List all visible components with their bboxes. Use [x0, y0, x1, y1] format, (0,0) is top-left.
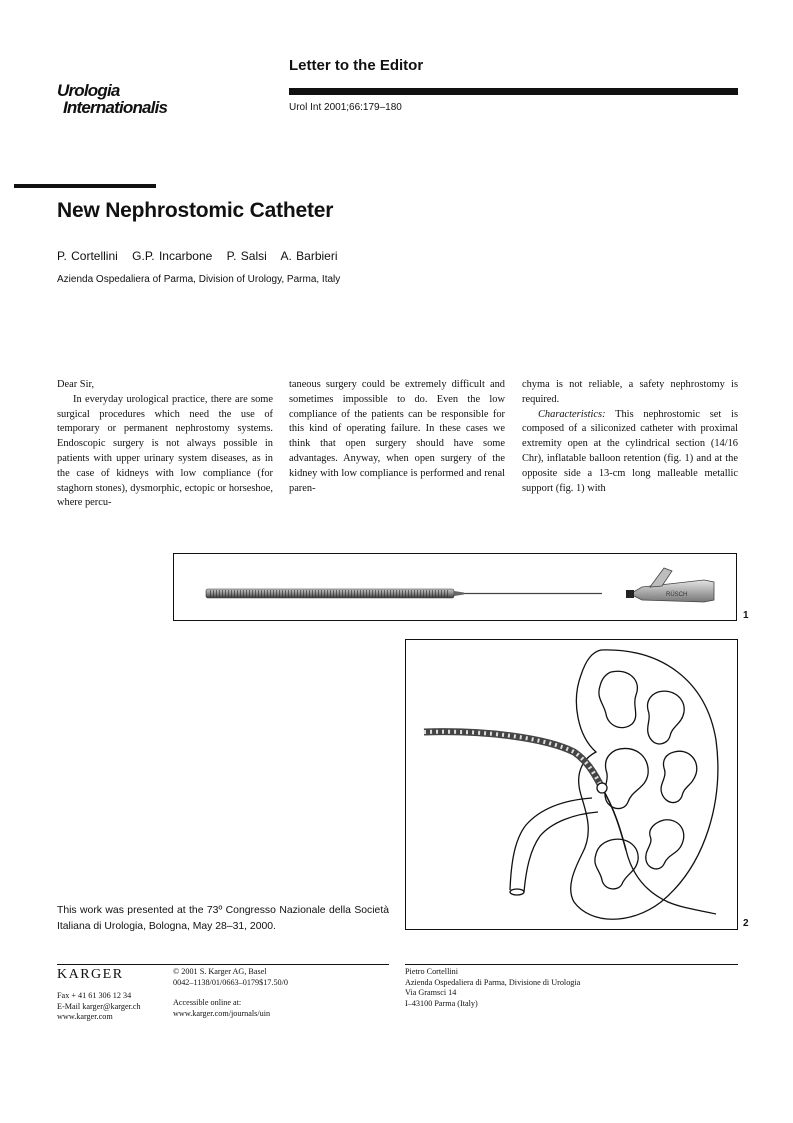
contact-name: Pietro Cortellini [405, 967, 458, 976]
journal-logo-line2: Internationalis [63, 98, 168, 117]
author-list [57, 249, 348, 263]
website-link[interactable]: www.karger.com [57, 1012, 113, 1022]
citation: Urol Int 2001;66:179–180 [289, 102, 402, 113]
copyright-block [173, 967, 288, 1019]
author: P. Cortellini [57, 249, 118, 263]
footer-rule-left [57, 964, 389, 965]
catheter-drawing [174, 554, 736, 620]
header-rule [289, 88, 738, 95]
affiliation: Azienda Ospedaliera of Parma, Division of Urology, Parma, Italy [57, 274, 341, 285]
paragraph: In everyday urological practice, there are some surgical procedures which need the use of temporary or permanent nephrostomy systems. Endoscopic surgery is not always possible in patients with upper urinary system diseases, as in the case of kidneys with low compliance (for staghorn stones), dysmorphic, ectopic or horseshoe, where percu- [57, 393, 273, 509]
catheter-connector [626, 568, 714, 602]
correspondence-block [405, 967, 580, 1009]
copyright: © 2001 S. Karger AG, Basel [173, 967, 267, 976]
article-title: New Nephrostomic Catheter [57, 199, 334, 222]
author: G.P. Incarbone [132, 249, 213, 263]
footnote: This work was presented at the 73º Congresso Nazionale della Società Italiana di Urologia, Bologna, May 28–31, 2000. [57, 905, 389, 932]
paragraph-text: This nephrostomic set is composed of a siliconized catheter with proximal extremity open at the cylindrical section (14/16 Chr), inflatable balloon retention (fig. 1) and at the opposite side a 13-cm long malleable metallic support (fig. 1) with [522, 408, 738, 494]
online-url-link[interactable]: www.karger.com/journals/uin [173, 1008, 271, 1018]
section-heading: Letter to the Editor [289, 57, 424, 74]
email: E-Mail karger@karger.ch [57, 1001, 141, 1011]
paragraph [522, 408, 738, 497]
contact-street: Via Gramsci 14 [405, 988, 457, 998]
paragraph: taneous surgery could be extremely difficult and sometimes impossible to do. Even the low compliance of the patients can be responsible for this kind of operating failure. In these cases we think that open surgery should have some advantages. Anyway, when open surgery of the kidney with low compliance is performed and renal paren- [289, 379, 505, 494]
journal-logo [57, 82, 167, 116]
body-column-3 [522, 378, 738, 496]
run-in-heading: Characteristics: [538, 408, 606, 420]
publisher-logo: KARGER [57, 967, 124, 982]
contact-city: I–43100 Parma (Italy) [405, 998, 478, 1008]
online-label: Accessible online at: [173, 998, 242, 1008]
figure-2-number: 2 [743, 918, 749, 929]
publisher-contact [57, 991, 141, 1023]
kidney-drawing [406, 640, 737, 929]
footer-rule-right [405, 964, 738, 965]
body-column-2 [289, 378, 505, 496]
title-rule [14, 184, 156, 188]
body-column-1 [57, 378, 273, 511]
figure-1-catheter [173, 553, 737, 621]
connector-label: RÜSCH [666, 592, 688, 598]
journal-logo-line1: Urologia [57, 81, 120, 100]
contact-org: Azienda Ospedaliera di Parma, Divisione di Urologia [405, 977, 581, 987]
figure-2-kidney-diagram [405, 639, 738, 930]
author: P. Salsi [226, 249, 267, 263]
issn: 0042–1138/01/0663–0179$17.50/0 [173, 977, 289, 987]
fax: Fax + 41 61 306 12 34 [57, 991, 132, 1000]
figure-1-number: 1 [743, 610, 749, 621]
author: A. Barbieri [280, 249, 338, 263]
salutation: Dear Sir, [57, 379, 95, 390]
paragraph: chyma is not reliable, a safety nephrostomy is required. [522, 379, 738, 405]
